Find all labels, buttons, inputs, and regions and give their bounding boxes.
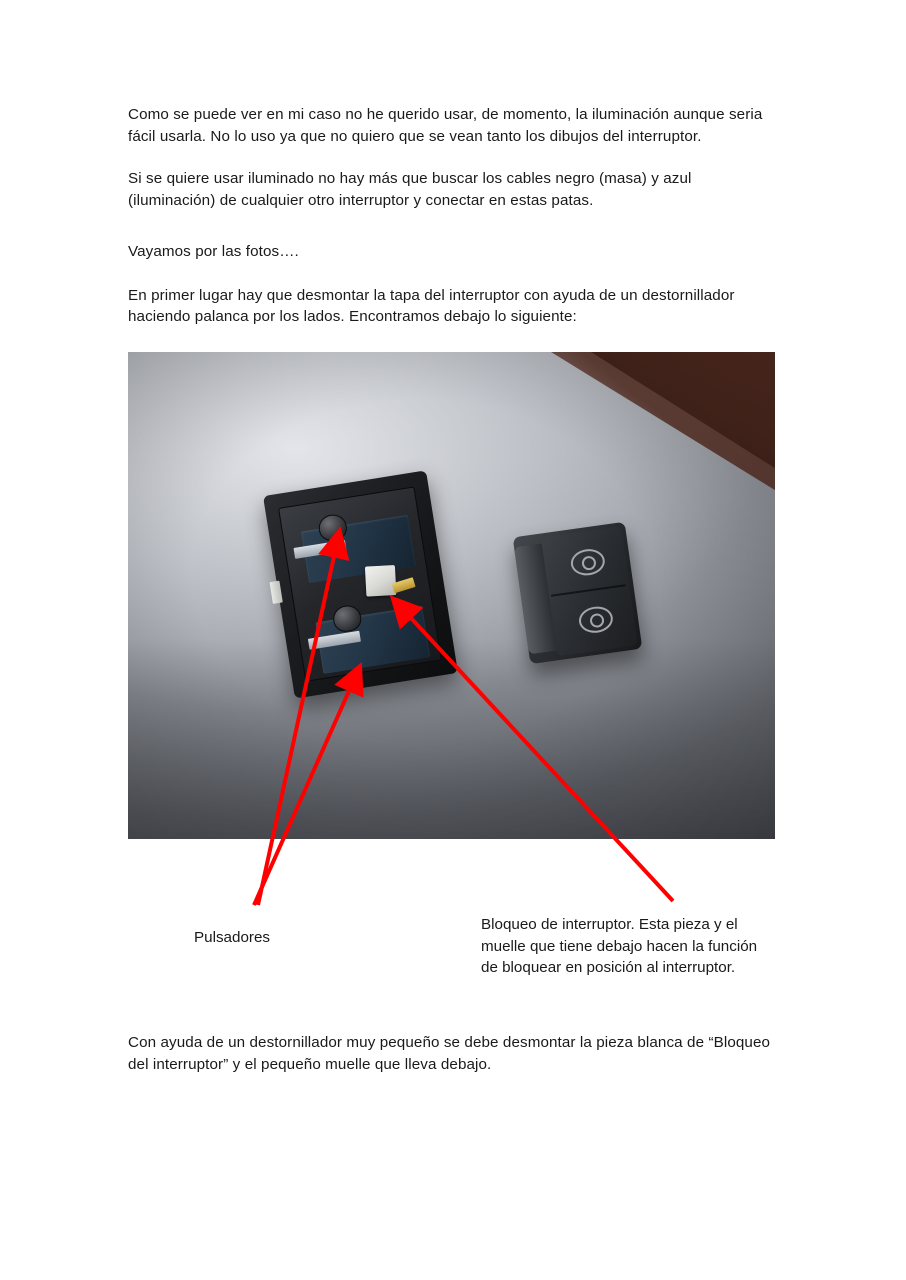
document-body bbox=[128, 104, 776, 839]
switch-photo bbox=[128, 352, 775, 839]
caption-bloqueo: Bloqueo de interruptor. Esta pieza y el muelle que tiene debajo hacen la función de bloquear en posición al interruptor. bbox=[481, 916, 758, 976]
closing-paragraph: Con ayuda de un destornillador muy pequeño se debe desmontar la pieza blanca de “Bloqueo del interruptor” y el pequeño muelle que lleva debajo. bbox=[128, 1034, 771, 1073]
paragraph-1: Como se puede ver en mi caso no he querido usar, de momento, la iluminación aunque seria fácil usarla. No lo uso ya que no quiero que se vean tanto los dibujos del interruptor. bbox=[128, 106, 763, 145]
document-body-bottom bbox=[128, 1032, 776, 1075]
paragraph-3: Vayamos por las fotos…. bbox=[128, 243, 299, 260]
paragraph-2: Si se quiere usar iluminado no hay más que buscar los cables negro (masa) y azul (iluminación) de cualquier otro interruptor y conectar en estas patas. bbox=[128, 170, 692, 209]
spacer bbox=[128, 211, 776, 241]
spacer bbox=[128, 263, 776, 285]
spacer bbox=[128, 147, 776, 168]
paragraph-4: En primer lugar hay que desmontar la tapa del interruptor con ayuda de un destornillador haciendo palanca por los lados. Encontramos debajo lo siguiente: bbox=[128, 286, 735, 325]
caption-pulsadores: Pulsadores bbox=[194, 929, 270, 946]
photo-vignette bbox=[128, 352, 775, 839]
